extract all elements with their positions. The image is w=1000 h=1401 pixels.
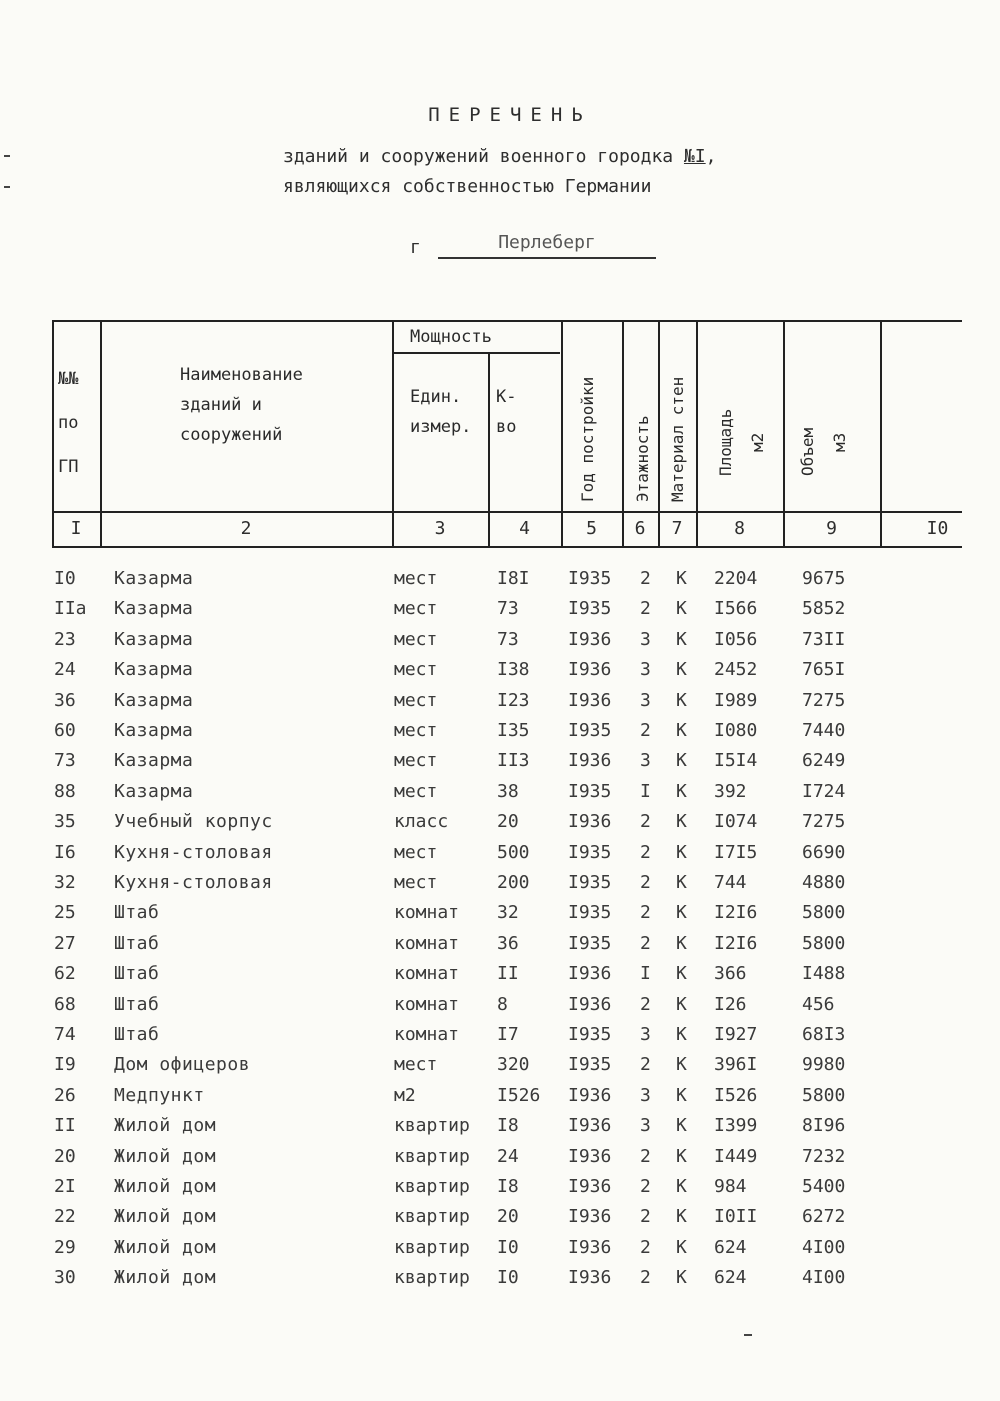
cell-area: I449 [714, 1146, 758, 1167]
table-row [0, 598, 1000, 628]
cell-floors: 2 [640, 994, 651, 1015]
cell-gp-number: 88 [54, 781, 76, 802]
header-col7: Материал стен [668, 376, 687, 502]
cell-quantity: I526 [497, 1085, 541, 1106]
city-label: г [410, 237, 421, 258]
cell-gp-number: I6 [54, 842, 76, 863]
cell-volume: 765I [802, 659, 846, 680]
cell-area: I989 [714, 690, 758, 711]
cell-volume: 7232 [802, 1146, 846, 1167]
cell-unit: комнат [394, 933, 460, 954]
cell-gp-number: 60 [54, 720, 76, 741]
cell-gp-number: IIа [54, 598, 87, 619]
cell-floors: 2 [640, 872, 651, 893]
cell-building-name: Жилой дом [114, 1176, 217, 1197]
cell-building-name: Кухня-столовая [114, 872, 273, 893]
cell-quantity: I23 [497, 690, 530, 711]
cell-area: I074 [714, 811, 758, 832]
table-row [0, 1267, 1000, 1297]
column-number-8: 8 [734, 518, 745, 539]
col-line-5 [622, 320, 624, 548]
header-col2 [180, 360, 303, 450]
cell-gp-number: 2I [54, 1176, 76, 1197]
cell-volume: 456 [802, 994, 835, 1015]
cell-quantity: I8I [497, 568, 530, 589]
col-line-7 [696, 320, 698, 548]
cell-volume: 5852 [802, 598, 846, 619]
cell-building-name: Штаб [114, 902, 160, 923]
column-number-3: 3 [434, 518, 446, 539]
cell-wall-material: К [676, 1054, 687, 1075]
table-row [0, 994, 1000, 1024]
cell-volume: 6690 [802, 842, 846, 863]
cell-area: I526 [714, 1085, 758, 1106]
cell-wall-material: К [676, 659, 687, 680]
cell-gp-number: 25 [54, 902, 76, 923]
col-line-9 [880, 320, 882, 548]
cell-building-name: Жилой дом [114, 1146, 217, 1167]
cell-floors: 2 [640, 811, 651, 832]
cell-year-built: I936 [568, 1176, 612, 1197]
cell-quantity: I8 [497, 1115, 519, 1136]
cell-volume: 7275 [802, 690, 846, 711]
cell-area: 366 [714, 963, 747, 984]
header-col4: К-во [496, 387, 517, 437]
header-top-line [52, 320, 962, 322]
garrison-number: №I [683, 146, 706, 167]
cell-area: 624 [714, 1237, 747, 1258]
cell-wall-material: К [676, 598, 687, 619]
col-line-1 [100, 320, 102, 548]
cell-gp-number: 32 [54, 872, 76, 893]
cell-gp-number: 30 [54, 1267, 76, 1288]
col-line-0 [52, 320, 54, 548]
cell-quantity: I7 [497, 1024, 519, 1045]
cell-area: I0II [714, 1206, 758, 1227]
cell-quantity: 320 [497, 1054, 530, 1075]
cell-wall-material: К [676, 781, 687, 802]
cell-floors: 3 [640, 1024, 651, 1045]
cell-unit: м2 [394, 1085, 416, 1106]
cell-quantity: 20 [497, 1206, 519, 1227]
cell-floors: 2 [640, 902, 651, 923]
cell-gp-number: 62 [54, 963, 76, 984]
cell-wall-material: К [676, 933, 687, 954]
cell-quantity: 20 [497, 811, 519, 832]
cell-area: I5I4 [714, 750, 758, 771]
cell-floors: 3 [640, 629, 651, 650]
cell-area: 2204 [714, 568, 758, 589]
cell-wall-material: К [676, 690, 687, 711]
column-number-5: 5 [586, 518, 597, 539]
cell-wall-material: К [676, 811, 687, 832]
document-subtitle [283, 146, 717, 167]
column-number-1: I [70, 518, 82, 539]
col-line-4 [561, 320, 563, 548]
cell-building-name: Казарма [114, 659, 194, 680]
cell-quantity: I0 [497, 1237, 519, 1258]
cell-building-name: Казарма [114, 750, 194, 771]
cell-building-name: Учебный корпус [114, 811, 273, 832]
cell-wall-material: К [676, 1176, 687, 1197]
cell-quantity: 200 [497, 872, 530, 893]
cell-area: 744 [714, 872, 747, 893]
table-row [0, 720, 1000, 750]
cell-volume: I724 [802, 781, 846, 802]
cell-year-built: I936 [568, 1267, 612, 1288]
cell-unit: комнат [394, 902, 460, 923]
cell-building-name: Дом офицеров [114, 1054, 251, 1075]
cell-year-built: I935 [568, 933, 612, 954]
cell-floors: 3 [640, 690, 651, 711]
cell-building-name: Жилой дом [114, 1206, 217, 1227]
margin-mark [4, 186, 10, 188]
table-row [0, 811, 1000, 841]
header-col1-line1: №№ [58, 369, 79, 389]
cell-year-built: I936 [568, 750, 612, 771]
cell-floors: 2 [640, 842, 651, 863]
cell-volume: 73II [802, 629, 846, 650]
cell-area: I566 [714, 598, 758, 619]
table-row [0, 690, 1000, 720]
cell-floors: 3 [640, 750, 651, 771]
document-title: ПЕРЕЧЕНЬ [428, 104, 592, 126]
cell-year-built: I936 [568, 659, 612, 680]
cell-gp-number: 68 [54, 994, 76, 1015]
cell-unit: мест [394, 1054, 438, 1075]
cell-building-name: Штаб [114, 933, 160, 954]
cell-volume: 6249 [802, 750, 846, 771]
cell-volume: 5400 [802, 1176, 846, 1197]
cell-year-built: I936 [568, 690, 612, 711]
cell-year-built: I936 [568, 1146, 612, 1167]
cell-building-name: Жилой дом [114, 1237, 217, 1258]
cell-area: I2I6 [714, 933, 758, 954]
cell-wall-material: К [676, 750, 687, 771]
cell-quantity: I35 [497, 720, 530, 741]
margin-mark [744, 1334, 752, 1336]
column-number-6: 6 [634, 518, 646, 539]
cell-floors: 2 [640, 933, 651, 954]
table-row [0, 1237, 1000, 1267]
column-number-2: 2 [240, 518, 252, 539]
header-mid-line [52, 511, 962, 513]
cell-building-name: Жилой дом [114, 1115, 217, 1136]
table-row [0, 1085, 1000, 1115]
cell-gp-number: 35 [54, 811, 76, 832]
cell-floors: 2 [640, 1267, 651, 1288]
table-row [0, 933, 1000, 963]
cell-area: I927 [714, 1024, 758, 1045]
cell-area: I7I5 [714, 842, 758, 863]
table-row [0, 659, 1000, 689]
cell-volume: 6272 [802, 1206, 846, 1227]
cell-building-name: Штаб [114, 1024, 160, 1045]
col-line-8 [783, 320, 785, 548]
cell-volume: 9675 [802, 568, 846, 589]
cell-wall-material: К [676, 1115, 687, 1136]
cell-gp-number: 36 [54, 690, 76, 711]
header-col9-line1: Объем [798, 427, 817, 476]
table-row [0, 781, 1000, 811]
cell-unit: комнат [394, 1024, 460, 1045]
cell-year-built: I936 [568, 1206, 612, 1227]
header-col5: Год постройки [578, 376, 597, 502]
cell-year-built: I935 [568, 902, 612, 923]
cell-gp-number: 29 [54, 1237, 76, 1258]
header-col8-line1: Площадь [716, 408, 735, 476]
cell-floors: I [640, 781, 651, 802]
cell-wall-material: К [676, 963, 687, 984]
cell-volume: 5800 [802, 1085, 846, 1106]
table-row [0, 1206, 1000, 1236]
column-number-4: 4 [519, 518, 530, 539]
cell-year-built: I935 [568, 1024, 612, 1045]
cell-area: 392 [714, 781, 747, 802]
header-col1 [58, 364, 78, 482]
cell-year-built: I936 [568, 963, 612, 984]
table-row [0, 963, 1000, 993]
cell-volume: 5800 [802, 933, 846, 954]
cell-quantity: 73 [497, 629, 519, 650]
header-col3 [410, 382, 471, 442]
cell-building-name: Казарма [114, 781, 194, 802]
cell-wall-material: К [676, 720, 687, 741]
cell-gp-number: 26 [54, 1085, 76, 1106]
cell-wall-material: К [676, 1237, 687, 1258]
cell-gp-number: 74 [54, 1024, 76, 1045]
cell-gp-number: 23 [54, 629, 76, 650]
cell-quantity: 32 [497, 902, 519, 923]
cell-year-built: I935 [568, 598, 612, 619]
column-number-9: 9 [826, 518, 837, 539]
column-number-7: 7 [671, 518, 683, 539]
cell-unit: мест [394, 598, 438, 619]
cell-floors: 2 [640, 598, 651, 619]
cell-floors: 3 [640, 1115, 651, 1136]
power-group-line [394, 352, 560, 354]
cell-building-name: Штаб [114, 963, 160, 984]
cell-wall-material: К [676, 842, 687, 863]
cell-gp-number: 22 [54, 1206, 76, 1227]
cell-volume: 8I96 [802, 1115, 846, 1136]
cell-floors: 2 [640, 568, 651, 589]
cell-unit: мест [394, 568, 438, 589]
cell-building-name: Казарма [114, 720, 194, 741]
cell-year-built: I936 [568, 1085, 612, 1106]
header-col3-line1: Един. [410, 387, 462, 407]
cell-area: I26 [714, 994, 747, 1015]
cell-year-built: I935 [568, 1054, 612, 1075]
header-col3-line2: измер. [410, 417, 472, 437]
cell-volume: 4880 [802, 872, 846, 893]
header-col9-line2: м3 [830, 432, 849, 452]
cell-gp-number: I0 [54, 568, 76, 589]
cell-quantity: 24 [497, 1146, 519, 1167]
cell-wall-material: К [676, 1146, 687, 1167]
cell-unit: квартир [394, 1267, 470, 1288]
cell-quantity: 500 [497, 842, 530, 863]
cell-unit: класс [394, 811, 449, 832]
cell-wall-material: К [676, 1085, 687, 1106]
cell-floors: 2 [640, 1146, 651, 1167]
cell-floors: 2 [640, 1206, 651, 1227]
cell-building-name: Казарма [114, 568, 194, 589]
header-col2-line3: сооружений [180, 425, 283, 445]
subtitle-suffix: , [705, 146, 717, 167]
cell-year-built: I935 [568, 568, 612, 589]
cell-wall-material: К [676, 568, 687, 589]
cell-year-built: I935 [568, 781, 612, 802]
cell-unit: квартир [394, 1146, 470, 1167]
table-row [0, 842, 1000, 872]
table-row [0, 568, 1000, 598]
cell-year-built: I936 [568, 1237, 612, 1258]
cell-unit: мест [394, 659, 438, 680]
table-row [0, 1054, 1000, 1084]
cell-gp-number: 24 [54, 659, 76, 680]
cell-building-name: Кухня-столовая [114, 842, 273, 863]
cell-unit: комнат [394, 963, 460, 984]
cell-unit: квартир [394, 1237, 470, 1258]
cell-unit: мест [394, 629, 438, 650]
cell-building-name: Казарма [114, 629, 194, 650]
cell-unit: мест [394, 750, 438, 771]
cell-volume: 5800 [802, 902, 846, 923]
document-subtitle-line2: являющихся собственностью Германии [283, 176, 652, 197]
cell-floors: 2 [640, 720, 651, 741]
cell-unit: мест [394, 781, 438, 802]
cell-gp-number: I9 [54, 1054, 76, 1075]
cell-unit: квартир [394, 1115, 470, 1136]
cell-volume: 9980 [802, 1054, 846, 1075]
cell-wall-material: К [676, 872, 687, 893]
cell-wall-material: К [676, 994, 687, 1015]
cell-unit: мест [394, 690, 438, 711]
cell-year-built: I936 [568, 629, 612, 650]
cell-area: I056 [714, 629, 758, 650]
cell-floors: 3 [640, 659, 651, 680]
cell-floors: 2 [640, 1054, 651, 1075]
cell-area: 2452 [714, 659, 758, 680]
table-row [0, 1115, 1000, 1145]
cell-unit: квартир [394, 1176, 470, 1197]
margin-mark [4, 155, 10, 157]
cell-quantity: II [497, 963, 519, 984]
cell-wall-material: К [676, 629, 687, 650]
cell-volume: 68I3 [802, 1024, 846, 1045]
cell-building-name: Жилой дом [114, 1267, 217, 1288]
subtitle-prefix: зданий и сооружений военного городка [283, 146, 684, 167]
cell-year-built: I936 [568, 811, 612, 832]
cell-floors: 2 [640, 1237, 651, 1258]
header-col6: Этажность [633, 415, 652, 502]
table-row [0, 750, 1000, 780]
cell-building-name: Медпункт [114, 1085, 205, 1106]
cell-year-built: I935 [568, 872, 612, 893]
cell-building-name: Казарма [114, 690, 194, 711]
cell-quantity: I0 [497, 1267, 519, 1288]
table-row [0, 629, 1000, 659]
table-row [0, 1146, 1000, 1176]
header-col2-line1: Наименование [180, 365, 303, 385]
col-line-2 [392, 320, 394, 548]
cell-area: I399 [714, 1115, 758, 1136]
cell-unit: квартир [394, 1206, 470, 1227]
cell-floors: 2 [640, 1176, 651, 1197]
cell-building-name: Казарма [114, 598, 194, 619]
cell-unit: мест [394, 872, 438, 893]
cell-gp-number: 27 [54, 933, 76, 954]
cell-building-name: Штаб [114, 994, 160, 1015]
cell-gp-number: 73 [54, 750, 76, 771]
cell-volume: 4I00 [802, 1237, 846, 1258]
column-number-10: I0 [926, 518, 949, 539]
city-name: Перлеберг [438, 232, 656, 259]
cell-quantity: I8 [497, 1176, 519, 1197]
header-col1-line3: ГП [58, 457, 79, 477]
cell-gp-number: II [54, 1115, 76, 1136]
cell-wall-material: К [676, 1206, 687, 1227]
cell-year-built: I936 [568, 1115, 612, 1136]
cell-quantity: 38 [497, 781, 519, 802]
cell-quantity: 73 [497, 598, 519, 619]
cell-quantity: 8 [497, 994, 508, 1015]
header-col2-line2: зданий и [180, 395, 262, 415]
cell-year-built: I936 [568, 994, 612, 1015]
cell-volume: 7275 [802, 811, 846, 832]
cell-volume: I488 [802, 963, 846, 984]
cell-wall-material: К [676, 1267, 687, 1288]
cell-volume: 4I00 [802, 1267, 846, 1288]
table-row [0, 872, 1000, 902]
table-row [0, 1176, 1000, 1206]
cell-area: 984 [714, 1176, 747, 1197]
cell-floors: I [640, 963, 651, 984]
cell-quantity: 36 [497, 933, 519, 954]
header-power-group: Мощность [410, 327, 492, 347]
cell-unit: мест [394, 720, 438, 741]
cell-quantity: I38 [497, 659, 530, 680]
cell-floors: 3 [640, 1085, 651, 1106]
cell-area: 396I [714, 1054, 758, 1075]
table-row [0, 902, 1000, 932]
header-col1-line2: по [58, 413, 79, 433]
header-bottom-line [52, 546, 962, 548]
cell-quantity: II3 [497, 750, 530, 771]
cell-area: 624 [714, 1267, 747, 1288]
cell-year-built: I935 [568, 842, 612, 863]
cell-area: I080 [714, 720, 758, 741]
cell-area: I2I6 [714, 902, 758, 923]
cell-unit: мест [394, 842, 438, 863]
cell-wall-material: К [676, 902, 687, 923]
header-col8-line2: м2 [748, 432, 767, 452]
col-line-6 [658, 320, 660, 548]
table-row [0, 1024, 1000, 1054]
cell-gp-number: 20 [54, 1146, 76, 1167]
cell-wall-material: К [676, 1024, 687, 1045]
cell-unit: комнат [394, 994, 460, 1015]
cell-volume: 7440 [802, 720, 846, 741]
cell-year-built: I935 [568, 720, 612, 741]
